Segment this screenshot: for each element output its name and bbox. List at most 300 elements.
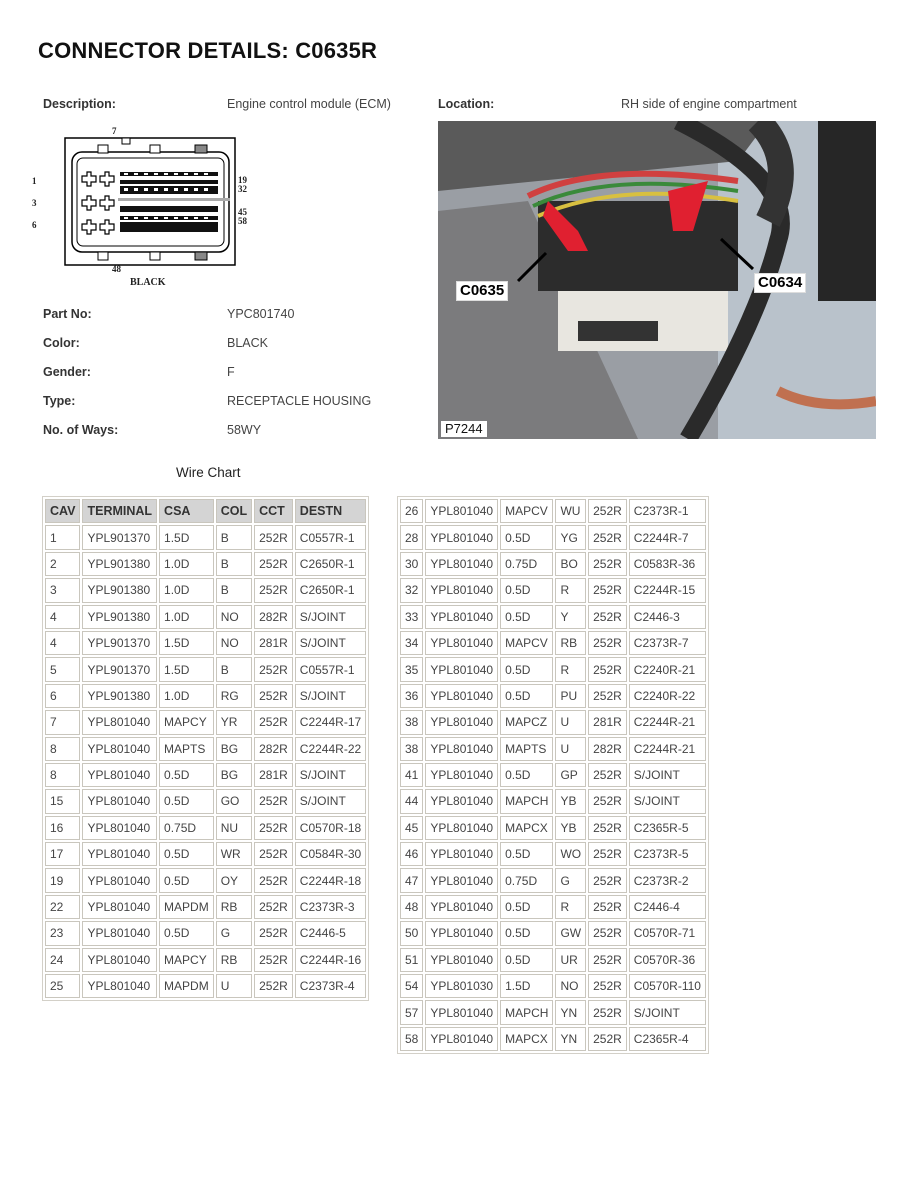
table-row	[45, 552, 366, 576]
connector-face-diagram	[32, 126, 250, 293]
table-cell-col: RB	[216, 948, 252, 972]
table-cell-csa: 0.5D	[500, 525, 553, 549]
table-cell-destn: C0570R-18	[295, 816, 366, 840]
table-cell-col: PU	[555, 684, 586, 708]
table-cell-csa: 1.0D	[159, 578, 214, 602]
pin-label-19: 19	[238, 175, 247, 185]
table-cell-destn: C2244R-21	[629, 737, 706, 761]
table-cell-cav: 6	[45, 684, 80, 708]
table-cell-csa: 0.75D	[500, 868, 553, 892]
table-cell-cav: 19	[45, 868, 80, 892]
pin-label-58: 58	[238, 216, 247, 226]
table-cell-cav: 3	[45, 578, 80, 602]
table-cell-csa: 0.5D	[159, 789, 214, 813]
table-cell-csa: MAPCH	[500, 1000, 553, 1024]
table-cell-cav: 50	[400, 921, 423, 945]
table-cell-col: WU	[555, 499, 586, 523]
table-cell-col: NO	[216, 631, 252, 655]
table-cell-destn: C0584R-30	[295, 842, 366, 866]
table-header-row	[45, 499, 366, 523]
table-cell-terminal: YPL801040	[425, 525, 498, 549]
table-cell-cct: 252R	[254, 525, 293, 549]
table-cell-cct: 282R	[254, 605, 293, 629]
table-cell-csa: MAPCX	[500, 816, 553, 840]
table-cell-cct: 252R	[254, 578, 293, 602]
table-cell-terminal: YPL801040	[425, 737, 498, 761]
table-cell-col: BG	[216, 737, 252, 761]
table-cell-csa: 1.0D	[159, 552, 214, 576]
table-cell-destn: C2373R-2	[629, 868, 706, 892]
table-cell-destn: C2446-4	[629, 895, 706, 919]
table-cell-cav: 15	[45, 789, 80, 813]
part-no-value: YPC801740	[227, 307, 295, 321]
table-cell-csa: 0.5D	[500, 763, 553, 787]
table-cell-terminal: YPL801040	[425, 763, 498, 787]
table-cell-cct: 252R	[254, 868, 293, 892]
table-cell-cct: 281R	[254, 763, 293, 787]
table-cell-terminal: YPL801040	[82, 974, 157, 998]
table-cell-csa: 0.5D	[500, 578, 553, 602]
table-cell-cav: 44	[400, 789, 423, 813]
table-cell-csa: 1.5D	[159, 631, 214, 655]
ways-value: 58WY	[227, 423, 262, 437]
table-cell-cct: 252R	[254, 948, 293, 972]
callout-c0634: C0634	[754, 273, 806, 293]
table-cell-terminal: YPL801040	[425, 1000, 498, 1024]
type-label: Type:	[43, 394, 76, 408]
table-cell-destn: C2244R-7	[629, 525, 706, 549]
table-cell-cav: 8	[45, 763, 80, 787]
table-row	[400, 1027, 706, 1051]
table-cell-cav: 5	[45, 657, 80, 681]
table-row	[45, 868, 366, 892]
gender-value: F	[227, 365, 235, 379]
table-row	[400, 525, 706, 549]
table-row	[45, 763, 366, 787]
table-cell-col: YG	[555, 525, 586, 549]
table-cell-col: BO	[555, 552, 586, 576]
table-cell-terminal: YPL801030	[425, 974, 498, 998]
table-cell-cct: 252R	[588, 816, 627, 840]
col-col: COL	[216, 499, 252, 523]
table-cell-cct: 252R	[588, 605, 627, 629]
col-terminal: TERMINAL	[82, 499, 157, 523]
table-cell-terminal: YPL901380	[82, 605, 157, 629]
table-cell-terminal: YPL901380	[82, 552, 157, 576]
table-cell-cav: 23	[45, 921, 80, 945]
table-cell-cav: 2	[45, 552, 80, 576]
table-cell-destn: C2365R-5	[629, 816, 706, 840]
table-cell-destn: C2244R-17	[295, 710, 366, 734]
table-cell-csa: 1.0D	[159, 684, 214, 708]
pin-label-7: 7	[112, 126, 117, 136]
table-row	[45, 974, 366, 998]
table-cell-terminal: YPL801040	[425, 710, 498, 734]
table-cell-destn: C2240R-21	[629, 657, 706, 681]
table-cell-cav: 33	[400, 605, 423, 629]
table-cell-destn: C2244R-16	[295, 948, 366, 972]
table-cell-terminal: YPL801040	[425, 552, 498, 576]
table-cell-cav: 28	[400, 525, 423, 549]
table-cell-destn: C2373R-1	[629, 499, 706, 523]
table-cell-terminal: YPL801040	[425, 789, 498, 813]
table-row	[400, 868, 706, 892]
table-cell-terminal: YPL801040	[82, 868, 157, 892]
table-row	[400, 789, 706, 813]
table-row	[45, 737, 366, 761]
table-row	[45, 525, 366, 549]
table-row	[45, 631, 366, 655]
table-cell-destn: S/JOINT	[295, 631, 366, 655]
gender-label: Gender:	[43, 365, 91, 379]
table-row	[400, 710, 706, 734]
table-cell-cav: 58	[400, 1027, 423, 1051]
table-cell-col: BG	[216, 763, 252, 787]
table-cell-col: YB	[555, 789, 586, 813]
table-cell-destn: S/JOINT	[295, 763, 366, 787]
table-cell-csa: 0.5D	[159, 868, 214, 892]
table-cell-csa: MAPTS	[500, 737, 553, 761]
table-cell-cct: 252R	[254, 552, 293, 576]
table-cell-terminal: YPL801040	[425, 921, 498, 945]
photo-id: P7244	[441, 421, 487, 437]
table-cell-destn: S/JOINT	[629, 789, 706, 813]
table-cell-cct: 252R	[254, 974, 293, 998]
table-cell-col: UR	[555, 948, 586, 972]
table-cell-terminal: YPL801040	[82, 842, 157, 866]
table-cell-destn: C0557R-1	[295, 657, 366, 681]
table-cell-csa: 0.5D	[500, 605, 553, 629]
table-cell-csa: MAPCY	[159, 948, 214, 972]
table-cell-cct: 252R	[588, 763, 627, 787]
table-cell-cav: 51	[400, 948, 423, 972]
table-cell-col: NO	[216, 605, 252, 629]
table-row	[400, 657, 706, 681]
table-cell-col: RG	[216, 684, 252, 708]
table-cell-cav: 34	[400, 631, 423, 655]
wire-chart-table-right	[397, 496, 709, 1054]
part-no-label: Part No:	[43, 307, 92, 321]
table-row	[45, 657, 366, 681]
table-row	[400, 605, 706, 629]
table-cell-csa: 0.5D	[500, 684, 553, 708]
wire-chart-title: Wire Chart	[176, 465, 241, 480]
table-cell-cct: 252R	[254, 921, 293, 945]
table-cell-terminal: YPL901370	[82, 525, 157, 549]
table-cell-destn: S/JOINT	[295, 789, 366, 813]
location-label: Location:	[438, 97, 495, 111]
table-cell-csa: 1.5D	[159, 525, 214, 549]
table-cell-destn: C2244R-15	[629, 578, 706, 602]
table-cell-csa: 0.5D	[159, 921, 214, 945]
table-cell-terminal: YPL801040	[425, 816, 498, 840]
table-cell-destn: C2446-3	[629, 605, 706, 629]
table-cell-csa: 0.5D	[500, 948, 553, 972]
table-row	[400, 684, 706, 708]
table-row	[45, 921, 366, 945]
table-cell-destn: C2365R-4	[629, 1027, 706, 1051]
table-cell-cct: 252R	[588, 684, 627, 708]
table-row	[400, 948, 706, 972]
table-cell-csa: MAPTS	[159, 737, 214, 761]
description-value: Engine control module (ECM)	[227, 97, 391, 111]
pin-label-32: 32	[238, 184, 247, 194]
location-photo	[438, 121, 876, 439]
pin-label-48: 48	[112, 264, 121, 274]
table-cell-col: R	[555, 895, 586, 919]
col-cav: CAV	[45, 499, 80, 523]
table-cell-cav: 32	[400, 578, 423, 602]
table-cell-terminal: YPL801040	[82, 710, 157, 734]
table-row	[400, 974, 706, 998]
table-cell-cct: 281R	[254, 631, 293, 655]
table-cell-terminal: YPL901370	[82, 657, 157, 681]
table-cell-col: OY	[216, 868, 252, 892]
table-cell-csa: 1.0D	[159, 605, 214, 629]
table-cell-cav: 4	[45, 631, 80, 655]
table-cell-cav: 4	[45, 605, 80, 629]
table-cell-destn: C2446-5	[295, 921, 366, 945]
table-row	[400, 737, 706, 761]
table-cell-terminal: YPL801040	[82, 816, 157, 840]
table-cell-cav: 57	[400, 1000, 423, 1024]
table-cell-destn: S/JOINT	[295, 605, 366, 629]
table-cell-csa: 0.75D	[500, 552, 553, 576]
table-cell-terminal: YPL801040	[82, 895, 157, 919]
color-label: Color:	[43, 336, 80, 350]
table-cell-terminal: YPL801040	[425, 895, 498, 919]
table-row	[45, 895, 366, 919]
table-cell-cct: 252R	[254, 657, 293, 681]
table-row	[400, 1000, 706, 1024]
table-cell-cav: 38	[400, 710, 423, 734]
table-cell-cct: 252R	[588, 657, 627, 681]
table-cell-col: B	[216, 525, 252, 549]
table-cell-col: R	[555, 578, 586, 602]
table-row	[45, 789, 366, 813]
table-cell-csa: MAPDM	[159, 974, 214, 998]
table-cell-cct: 282R	[588, 737, 627, 761]
table-row	[400, 499, 706, 523]
table-cell-col: YN	[555, 1027, 586, 1051]
table-cell-terminal: YPL801040	[425, 1027, 498, 1051]
table-cell-destn: S/JOINT	[629, 1000, 706, 1024]
table-cell-cav: 30	[400, 552, 423, 576]
table-cell-terminal: YPL801040	[425, 684, 498, 708]
table-cell-cct: 252R	[588, 499, 627, 523]
table-cell-col: U	[555, 710, 586, 734]
table-cell-cct: 252R	[588, 921, 627, 945]
table-cell-cav: 22	[45, 895, 80, 919]
description-label: Description:	[43, 97, 116, 111]
table-row	[45, 578, 366, 602]
table-cell-cct: 252R	[588, 948, 627, 972]
pin-label-3: 3	[32, 198, 37, 208]
table-cell-cct: 252R	[588, 789, 627, 813]
table-cell-destn: C2244R-18	[295, 868, 366, 892]
table-cell-csa: 0.5D	[500, 921, 553, 945]
table-cell-csa: 1.5D	[159, 657, 214, 681]
table-cell-cct: 281R	[588, 710, 627, 734]
table-row	[400, 921, 706, 945]
table-cell-destn: C2373R-7	[629, 631, 706, 655]
table-row	[45, 842, 366, 866]
table-cell-col: WO	[555, 842, 586, 866]
table-cell-destn: C2373R-5	[629, 842, 706, 866]
table-cell-cct: 252R	[588, 1027, 627, 1051]
table-row	[400, 763, 706, 787]
table-cell-csa: 0.5D	[500, 657, 553, 681]
table-cell-col: YB	[555, 816, 586, 840]
table-cell-cct: 252R	[588, 578, 627, 602]
table-cell-csa: MAPCV	[500, 631, 553, 655]
table-cell-col: B	[216, 578, 252, 602]
table-row	[400, 895, 706, 919]
table-cell-cav: 45	[400, 816, 423, 840]
table-cell-cct: 252R	[588, 631, 627, 655]
table-cell-destn: C2244R-21	[629, 710, 706, 734]
table-cell-col: G	[555, 868, 586, 892]
table-cell-col: GP	[555, 763, 586, 787]
table-cell-cct: 252R	[588, 525, 627, 549]
table-row	[45, 605, 366, 629]
table-cell-cct: 252R	[588, 974, 627, 998]
table-cell-cav: 24	[45, 948, 80, 972]
table-cell-destn: C0570R-110	[629, 974, 706, 998]
ways-label: No. of Ways:	[43, 423, 119, 437]
table-cell-cct: 252R	[254, 710, 293, 734]
location-value: RH side of engine compartment	[621, 97, 797, 111]
table-cell-terminal: YPL901370	[82, 631, 157, 655]
table-cell-terminal: YPL801040	[425, 842, 498, 866]
type-value: RECEPTACLE HOUSING	[227, 394, 372, 408]
table-cell-col: U	[216, 974, 252, 998]
table-cell-col: YN	[555, 1000, 586, 1024]
color-value: BLACK	[227, 336, 268, 350]
table-cell-cav: 38	[400, 737, 423, 761]
col-destn: DESTN	[295, 499, 366, 523]
table-row	[400, 552, 706, 576]
table-cell-col: B	[216, 552, 252, 576]
table-cell-cav: 41	[400, 763, 423, 787]
table-cell-cct: 252R	[254, 842, 293, 866]
table-cell-col: B	[216, 657, 252, 681]
table-cell-col: RB	[555, 631, 586, 655]
table-cell-col: RB	[216, 895, 252, 919]
table-cell-cav: 25	[45, 974, 80, 998]
table-cell-terminal: YPL801040	[82, 948, 157, 972]
table-row	[400, 816, 706, 840]
table-cell-col: Y	[555, 605, 586, 629]
table-cell-terminal: YPL801040	[82, 737, 157, 761]
table-cell-cct: 252R	[588, 1000, 627, 1024]
table-row	[45, 948, 366, 972]
table-cell-csa: MAPCH	[500, 789, 553, 813]
pin-label-45: 45	[238, 207, 247, 217]
diagram-caption: BLACK	[130, 277, 166, 288]
table-cell-terminal: YPL801040	[425, 948, 498, 972]
table-cell-cct: 252R	[254, 816, 293, 840]
table-cell-cct: 252R	[588, 842, 627, 866]
table-cell-cct: 252R	[588, 895, 627, 919]
table-cell-col: GO	[216, 789, 252, 813]
table-cell-cav: 26	[400, 499, 423, 523]
table-cell-terminal: YPL801040	[425, 868, 498, 892]
table-cell-col: NO	[555, 974, 586, 998]
table-cell-terminal: YPL901380	[82, 578, 157, 602]
table-cell-csa: MAPCX	[500, 1027, 553, 1051]
table-row	[400, 578, 706, 602]
table-cell-cav: 54	[400, 974, 423, 998]
table-cell-csa: MAPCV	[500, 499, 553, 523]
table-cell-cct: 282R	[254, 737, 293, 761]
page-title: CONNECTOR DETAILS: C0635R	[38, 38, 378, 63]
table-cell-destn: C2373R-3	[295, 895, 366, 919]
table-cell-col: G	[216, 921, 252, 945]
table-cell-col: WR	[216, 842, 252, 866]
table-cell-terminal: YPL801040	[425, 657, 498, 681]
wire-chart-table-left	[42, 496, 369, 1001]
table-cell-cct: 252R	[254, 895, 293, 919]
table-cell-cav: 1	[45, 525, 80, 549]
table-cell-cct: 252R	[254, 789, 293, 813]
pin-label-1: 1	[32, 176, 37, 186]
table-cell-destn: S/JOINT	[295, 684, 366, 708]
col-csa: CSA	[159, 499, 214, 523]
table-cell-destn: C0570R-71	[629, 921, 706, 945]
table-cell-terminal: YPL801040	[82, 921, 157, 945]
table-cell-csa: 1.5D	[500, 974, 553, 998]
table-row	[400, 842, 706, 866]
table-cell-terminal: YPL801040	[425, 605, 498, 629]
table-cell-destn: C2650R-1	[295, 552, 366, 576]
table-cell-col: U	[555, 737, 586, 761]
table-cell-destn: C0557R-1	[295, 525, 366, 549]
table-cell-csa: MAPDM	[159, 895, 214, 919]
table-row	[45, 684, 366, 708]
table-row	[400, 631, 706, 655]
table-cell-cav: 16	[45, 816, 80, 840]
table-cell-csa: 0.5D	[500, 895, 553, 919]
table-cell-cav: 35	[400, 657, 423, 681]
table-cell-terminal: YPL801040	[82, 789, 157, 813]
pin-label-6: 6	[32, 220, 37, 230]
table-cell-destn: C0583R-36	[629, 552, 706, 576]
table-cell-cav: 48	[400, 895, 423, 919]
table-row	[45, 710, 366, 734]
table-cell-col: NU	[216, 816, 252, 840]
table-cell-csa: 0.75D	[159, 816, 214, 840]
table-cell-csa: 0.5D	[159, 842, 214, 866]
table-cell-cav: 8	[45, 737, 80, 761]
callout-c0635: C0635	[456, 281, 508, 301]
table-cell-csa: MAPCZ	[500, 710, 553, 734]
table-cell-csa: MAPCY	[159, 710, 214, 734]
table-cell-terminal: YPL901380	[82, 684, 157, 708]
table-cell-cav: 47	[400, 868, 423, 892]
table-cell-col: YR	[216, 710, 252, 734]
table-cell-cav: 36	[400, 684, 423, 708]
table-cell-cct: 252R	[588, 868, 627, 892]
table-cell-cav: 46	[400, 842, 423, 866]
table-cell-col: R	[555, 657, 586, 681]
table-cell-destn: C2240R-22	[629, 684, 706, 708]
table-cell-terminal: YPL801040	[425, 499, 498, 523]
table-cell-csa: 0.5D	[159, 763, 214, 787]
table-cell-col: GW	[555, 921, 586, 945]
table-cell-cct: 252R	[588, 552, 627, 576]
table-cell-terminal: YPL801040	[425, 631, 498, 655]
